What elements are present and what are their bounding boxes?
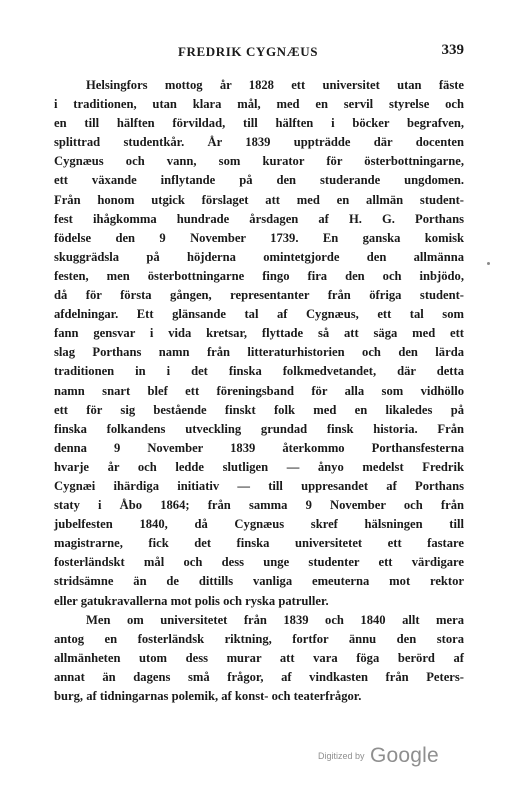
text-line: i traditionen, utan klara mål, med en servil styrelse och [54, 97, 464, 112]
running-title: FREDRIK CYGNÆUS [178, 44, 319, 59]
text-line: allmänheten utom dess murar att vara föga berörd af [54, 650, 464, 665]
text-line: fest ihågkomma hundrade årsdagen af H. G. Porthans [54, 211, 464, 226]
text-line: Cygnæus och vann, som kurator för österbottningarne, [54, 154, 464, 169]
body-text [54, 76, 464, 706]
text-line: en till hälften förvildad, till hälften i böcker begrafven, [54, 116, 464, 131]
text-line: hvarje år och ledde slutligen — ånyo medelst Fredrik [54, 459, 464, 474]
text-line: Helsingfors mottog år 1828 ett universitet utan fäste [86, 78, 464, 92]
text-line: festen, men österbottningarne fingo fira den och inbjödo, [54, 268, 464, 283]
text-line: då för första gången, representanter från öfriga student- [54, 288, 464, 303]
text-line: staty i Åbo 1864; från samma 9 November och från [54, 498, 464, 513]
text-line: finska folkandens utveckling grundad finsk historia. Från [54, 421, 464, 436]
text-line: ett för sig bestående finskt folk med en likaledes på [54, 402, 464, 417]
text-line: antog en fosterländsk riktning, fortfor ännu den stora [54, 631, 464, 646]
text-line: slag Porthans namn från litteraturhistorien och den lärda [54, 345, 464, 360]
text-line: ett växande inflytande på den studerande ungdomen. [54, 173, 464, 188]
text-line: denna 9 November 1839 återkommo Porthansfesterna [54, 440, 464, 455]
text-line: eller gatukravallerna mot polis och ryska patruller. [54, 593, 329, 608]
text-line: stridsämne än de dittills vanliga emeuterna mot rektor [54, 574, 464, 589]
google-logo: Google [369, 744, 439, 767]
digitized-watermark [318, 744, 439, 768]
text-line: Från honom utgick förslaget att med en allmän student- [54, 192, 464, 207]
text-line: splittrad studentkår. År 1839 uppträdde där docenten [54, 135, 464, 150]
page-number: 339 [441, 42, 464, 58]
text-line: födelse den 9 November 1739. En ganska komisk [54, 230, 464, 245]
text-line: skuggrädsla på höjderna omintetgjorde den allmänna [54, 249, 464, 264]
paragraph [54, 76, 464, 611]
text-line: annat än dagens små frågor, af vindkasten från Peters- [54, 669, 464, 684]
digitized-by-label: Digitized by [318, 751, 365, 761]
running-header [54, 44, 464, 64]
text-line: afdelningar. Ett glänsande tal af Cygnæus, ett tal som [54, 307, 464, 322]
text-line: Cygnæi ihärdiga initiativ — till uppresandet af Porthans [54, 478, 464, 493]
text-line: burg, af tidningarnas polemik, af konst- och teaterfrågor. [54, 689, 362, 703]
text-line: jubelfesten 1840, då Cygnæus skref hälsningen till [54, 517, 464, 532]
paragraph [54, 611, 464, 706]
text-line: fosterländskt mål och dess unge studenter ett värdigare [54, 555, 464, 570]
text-line: magistrarne, fick det finska universitetet ett fastare [54, 536, 464, 551]
text-line: traditionen in i det finska folkmedvetandet, där detta [54, 364, 464, 379]
text-line: Men om universitetet från 1839 och 1840 allt mera [86, 612, 464, 627]
text-line: namn snart blef ett föreningsband för alla som vidhöllo [54, 383, 464, 398]
margin-speck [487, 262, 490, 265]
text-line: fann gensvar i vida kretsar, flyttade så att säga med ett [54, 326, 464, 341]
